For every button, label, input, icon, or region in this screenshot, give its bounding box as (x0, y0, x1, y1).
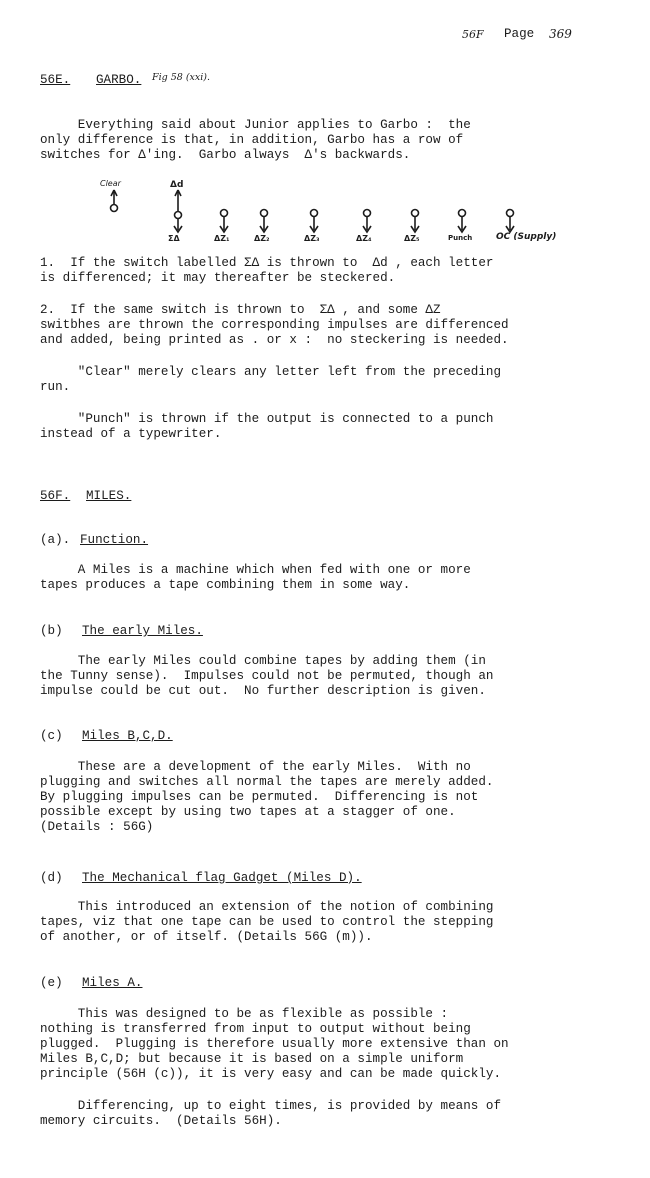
sub-c-line-3: By plugging impulses can be permuted. Differencing is not (40, 790, 479, 804)
differencing-line-2: memory circuits. (Details 56H). (40, 1114, 282, 1128)
sub-c-label: (c) (40, 729, 63, 743)
figure-reference: Fig 58 (xxi). (152, 72, 211, 83)
section-56e-title: GARBO. (96, 73, 142, 87)
para-2-line-3: and added, being printed as . or x : no steckering is needed. (40, 333, 509, 347)
section-56f-title: MILES. (86, 489, 132, 503)
para-clear-line-2: run. (40, 380, 71, 394)
switch-diagram (90, 186, 560, 246)
sub-a-line-2: tapes produces a tape combining them in some way. (40, 578, 411, 592)
sub-e-label: (e) (40, 976, 63, 990)
sub-e-line-1: This was designed to be as flexible as possible : (40, 1007, 449, 1021)
page-number: 369 (549, 27, 572, 41)
switch-label-dz4: ΔZ₄ (356, 234, 372, 243)
sub-d-title: The Mechanical flag Gadget (Miles D). (82, 871, 362, 885)
para-1-line-1: 1. If the switch labelled ΣΔ is thrown to Δd , each letter (40, 256, 494, 270)
sub-c-line-4: possible except by using two tapes at a stagger of one. (40, 805, 456, 819)
sub-c-line-1: These are a development of the early Miles. With no (40, 760, 471, 774)
sub-e-line-2: nothing is transferred from input to output without being (40, 1022, 471, 1036)
sub-e-line-4: Miles B,C,D; but because it is based on a simple uniform (40, 1052, 464, 1066)
sub-d-line-2: tapes, viz that one tape can be used to control the stepping (40, 915, 494, 929)
sub-d-line-1: This introduced an extension of the notion of combining (40, 900, 494, 914)
garbo-intro-line-2: only difference is that, in addition, Garbo has a row of (40, 133, 464, 147)
switch-label-dz3: ΔZ₃ (304, 234, 320, 243)
sub-e-line-5: principle (56H (c)), it is very easy and can be made quickly. (40, 1067, 502, 1081)
handwritten-section-ref: 56F (462, 28, 484, 41)
garbo-intro-line-3: switches for Δ'ing. Garbo always Δ's backwards. (40, 148, 411, 162)
sub-b-line-2: the Tunny sense). Impulses could not be permuted, though an (40, 669, 494, 683)
sub-b-title: The early Miles. (82, 624, 203, 638)
switch-label-delta-d-top: Δd (170, 180, 184, 190)
sub-a-title: Function. (80, 533, 149, 547)
sub-d-label: (d) (40, 871, 63, 885)
section-56f-number: 56F. (40, 489, 71, 503)
switch-label-sigma-delta: ΣΔ (168, 234, 180, 243)
sub-c-line-2: plugging and switches all normal the tapes are merely added. (40, 775, 494, 789)
sigma-delta-switch-icon (174, 190, 182, 232)
sub-e-title: Miles A. (82, 976, 143, 990)
clear-switch-icon (111, 190, 118, 212)
switch-label-dz1: ΔZ₁ (214, 234, 230, 243)
sub-a-line-1: A Miles is a machine which when fed with one or more (40, 563, 471, 577)
sub-b-line-1: The early Miles could combine tapes by adding them (in (40, 654, 486, 668)
switch-label-clear: Clear (100, 179, 121, 188)
sub-b-line-3: impulse could be cut out. No further description is given. (40, 684, 486, 698)
differencing-line-1: Differencing, up to eight times, is provided by means of (40, 1099, 502, 1113)
sub-d-line-3: of another, or of itself. (Details 56G (m)). (40, 930, 373, 944)
para-clear-line-1: "Clear" merely clears any letter left from the preceding (40, 365, 502, 379)
switch-label-oc-supply: OC (Supply) (496, 232, 557, 242)
page-label: Page (504, 27, 535, 41)
delta-z-switch-icons (220, 210, 514, 233)
sub-b-label: (b) (40, 624, 63, 638)
sub-a-label: (a). (40, 533, 71, 547)
sub-c-line-5: (Details : 56G) (40, 820, 154, 834)
switch-label-punch: Punch (448, 234, 473, 242)
section-56e-number: 56E. (40, 73, 71, 87)
para-punch-line-1: "Punch" is thrown if the output is connected to a punch (40, 412, 494, 426)
switch-label-dz5: ΔZ₅ (404, 234, 420, 243)
switch-label-dz2: ΔZ₂ (254, 234, 270, 243)
para-1-line-2: is differenced; it may thereafter be steckered. (40, 271, 396, 285)
garbo-intro-line-1: Everything said about Junior applies to Garbo : the (40, 118, 471, 132)
para-punch-line-2: instead of a typewriter. (40, 427, 222, 441)
para-2-line-1: 2. If the same switch is thrown to ΣΔ , and some ΔZ (40, 303, 441, 317)
sub-c-title: Miles B,C,D. (82, 729, 173, 743)
sub-e-line-3: plugged. Plugging is therefore usually more extensive than on (40, 1037, 509, 1051)
para-2-line-2: switbhes are thrown the corresponding impulses are differenced (40, 318, 509, 332)
